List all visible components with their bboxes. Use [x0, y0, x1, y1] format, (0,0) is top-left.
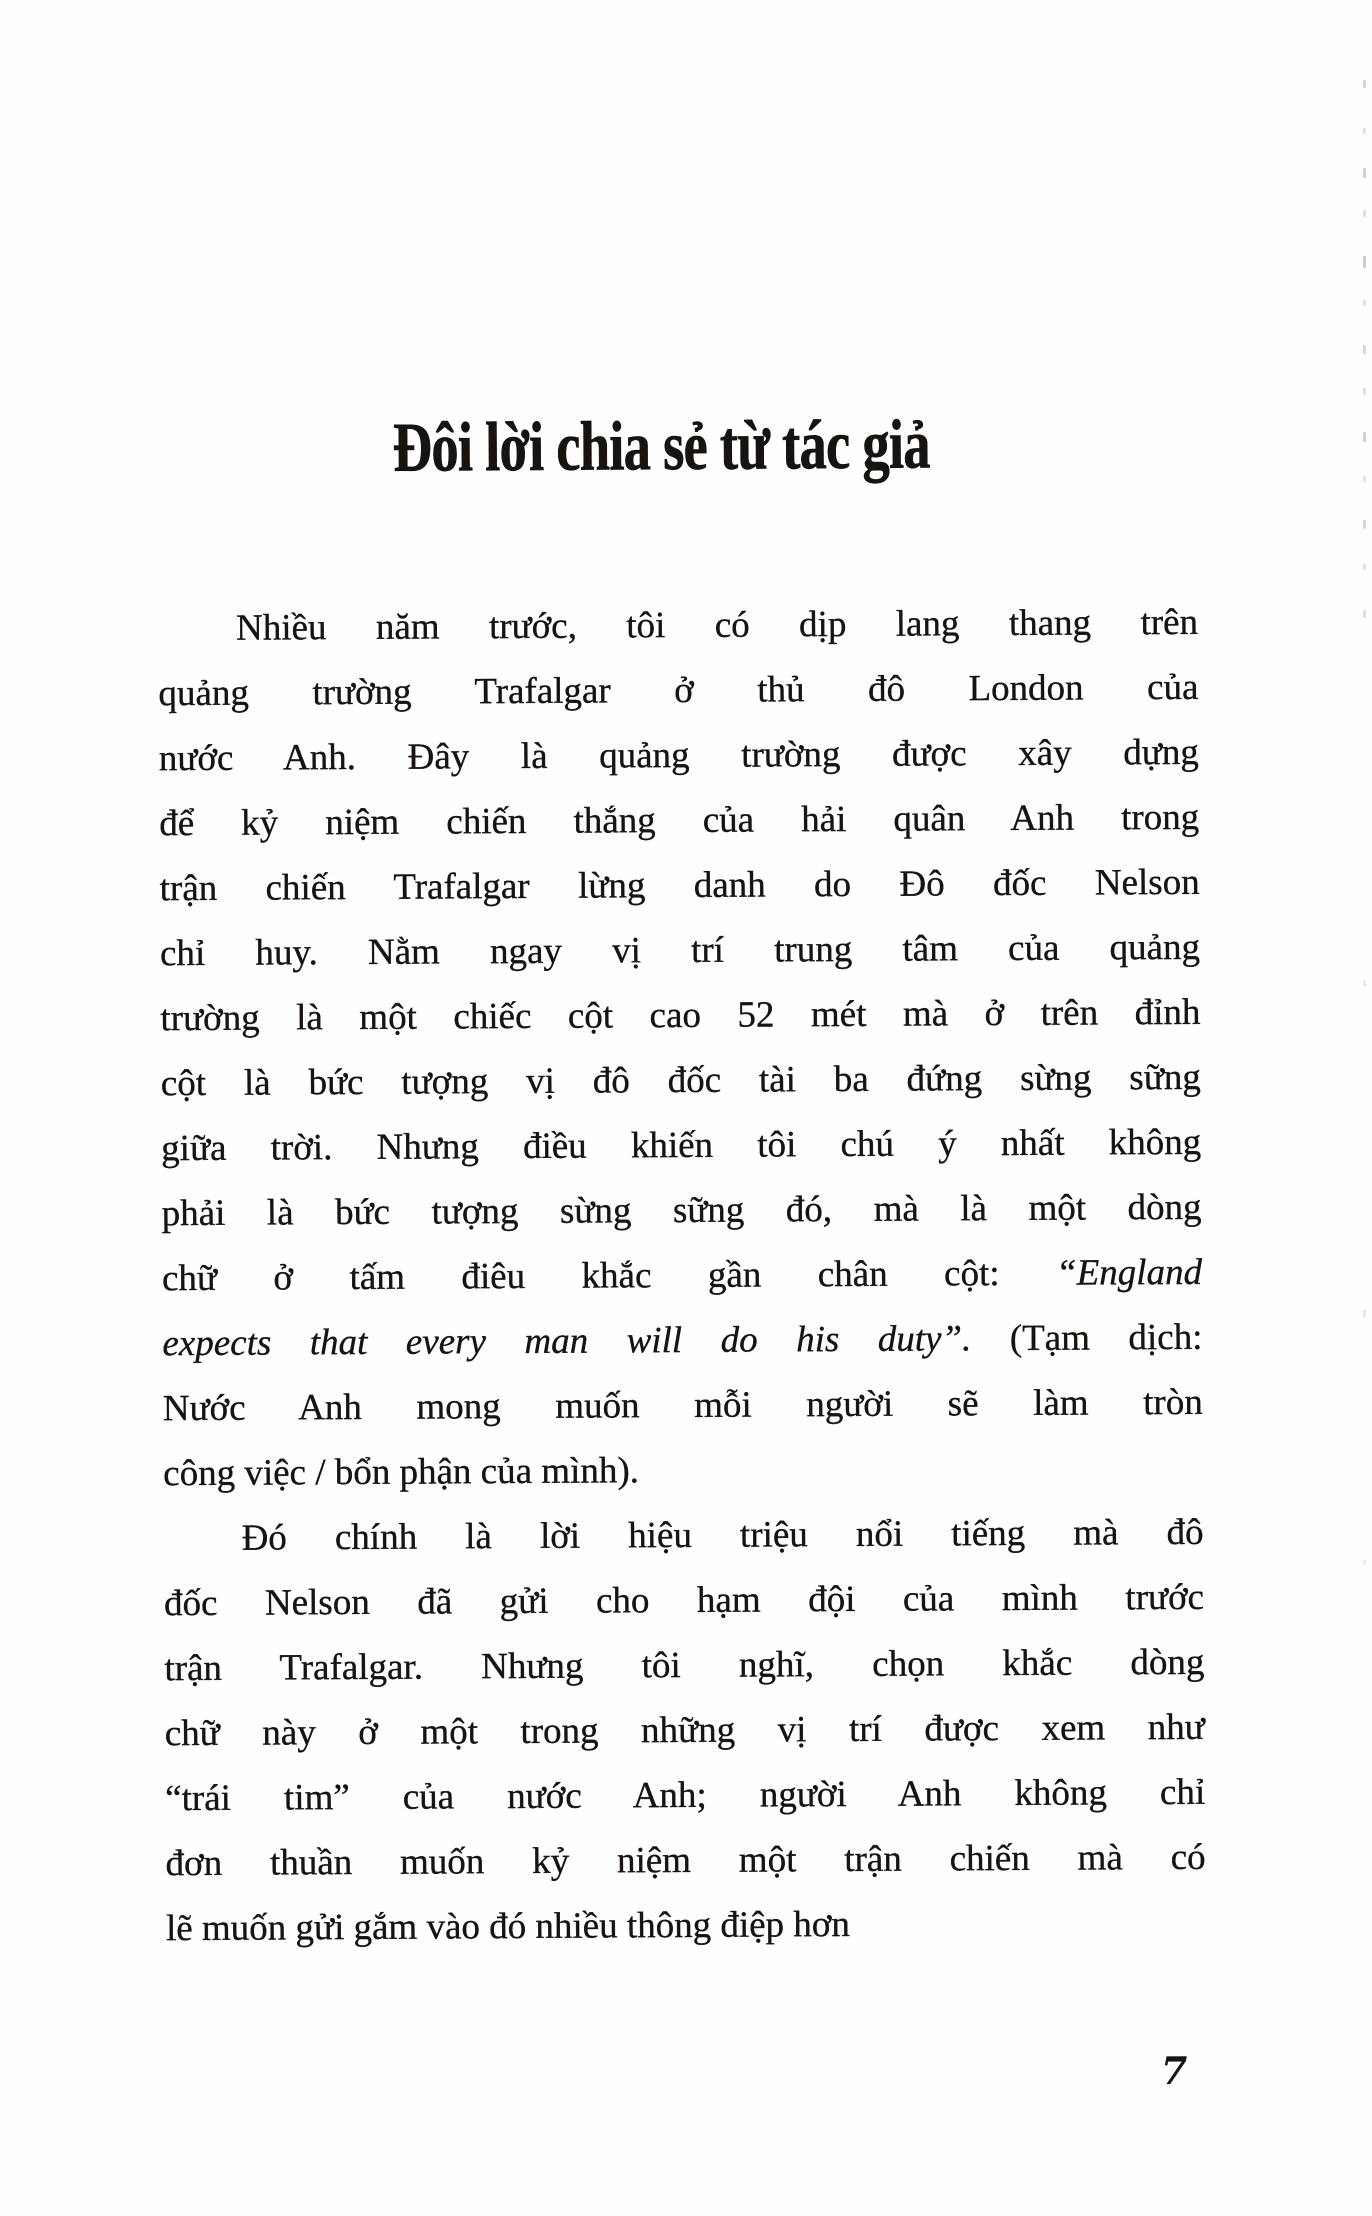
- text-line: [159, 720, 1199, 791]
- scan-artifact: [1363, 345, 1366, 354]
- text-line: [163, 1500, 1203, 1571]
- scan-artifact: [1363, 432, 1366, 442]
- scan-artifact: [1363, 300, 1366, 306]
- text-line: [162, 1240, 1202, 1311]
- scan-artifact: [1363, 1560, 1366, 1565]
- text-segment: phải là bức tượng sừng sững đó, mà là một dòng: [161, 1186, 1202, 1235]
- text-line: [159, 785, 1199, 856]
- text-line: [165, 1825, 1205, 1896]
- text-line: [159, 850, 1199, 921]
- scan-artifact: [1363, 80, 1366, 88]
- text-segment: trường là một chiếc cột cao 52 mét mà ở trên đỉnh: [160, 991, 1201, 1040]
- text-line: [162, 1305, 1202, 1376]
- text-segment: để kỷ niệm chiến thắng của hải quân Anh trong: [159, 796, 1200, 845]
- text-line: [160, 915, 1200, 986]
- text-line: [158, 590, 1198, 661]
- scan-artifact: [1363, 1310, 1366, 1317]
- text-segment: chỉ huy. Nằm ngay vị trí trung tâm của quảng: [159, 926, 1201, 975]
- text-line: [160, 980, 1200, 1051]
- scan-artifact: [1363, 980, 1366, 986]
- text-line: [164, 1630, 1204, 1701]
- text-segment: đốc Nelson đã gửi cho hạm đội của mình trước: [163, 1576, 1205, 1625]
- text-line: [163, 1435, 1203, 1506]
- scan-artifact: [1363, 256, 1366, 268]
- text-segment: cột là bức tượng vị đô đốc tài ba đứng sừng sững: [160, 1056, 1201, 1105]
- quoted-italic-text: “England: [1055, 1251, 1203, 1294]
- text-segment: lẽ muốn gửi gắm vào đó nhiều thông điệp hơn: [165, 1904, 851, 1950]
- text-segment: giữa trời. Nhưng điều khiến tôi chú ý nhất không: [161, 1121, 1202, 1170]
- text-segment: quảng trường Trafalgar ở thủ đô London của: [158, 666, 1199, 715]
- scan-artifact: [1363, 128, 1366, 134]
- text-segment: Nhiều năm trước, tôi có dịp lang thang trên: [235, 601, 1199, 649]
- text-segment: chữ này ở một trong những vị trí được xem như: [164, 1706, 1205, 1755]
- text-line: [165, 1760, 1205, 1831]
- text-segment: công việc / bổn phận của mình).: [163, 1450, 640, 1495]
- text-segment: nước Anh. Đây là quảng trường được xây dựng: [158, 731, 1199, 780]
- text-line: [161, 1175, 1201, 1246]
- text-segment: (Tạm dịch:: [971, 1316, 1203, 1360]
- scan-artifact: [1363, 168, 1366, 178]
- text-line: [164, 1565, 1204, 1636]
- page-number: 7: [1160, 2047, 1188, 2094]
- scan-artifact: [1363, 210, 1366, 217]
- scan-artifact: [1363, 564, 1366, 570]
- body-text: [158, 590, 1206, 1961]
- page-title: [141, 406, 1181, 487]
- scan-artifact: [1363, 520, 1366, 529]
- scan-artifact: [1363, 610, 1366, 618]
- text-segment: chữ ở tấm điêu khắc gần chân cột:: [161, 1252, 1057, 1300]
- scan-artifact: [1363, 476, 1366, 482]
- text-line: [161, 1045, 1201, 1116]
- text-segment: “trái tim” của nước Anh; người Anh không chỉ: [165, 1771, 1206, 1820]
- text-line: [161, 1110, 1201, 1181]
- text-segment: Nước Anh mong muốn mỗi người sẽ làm tròn: [162, 1381, 1203, 1430]
- text-line: [163, 1370, 1203, 1441]
- quoted-italic-text: expects that every man will do his duty”.: [162, 1318, 972, 1365]
- text-segment: trận chiến Trafalgar lừng danh do Đô đốc Nelson: [159, 861, 1200, 910]
- text-segment: đơn thuần muốn kỷ niệm một trận chiến mà có: [165, 1836, 1206, 1885]
- page-title-text: Đôi lời chia sẻ từ tác giả: [392, 406, 930, 487]
- text-segment: trận Trafalgar. Nhưng tôi nghĩ, chọn khắc dòng: [164, 1641, 1205, 1690]
- text-line: [165, 1695, 1205, 1766]
- scan-artifact: [1363, 388, 1366, 395]
- text-line: [158, 655, 1198, 726]
- text-line: [166, 1890, 1206, 1961]
- text-segment: Đó chính là lời hiệu triệu nổi tiếng mà đô: [241, 1511, 1204, 1559]
